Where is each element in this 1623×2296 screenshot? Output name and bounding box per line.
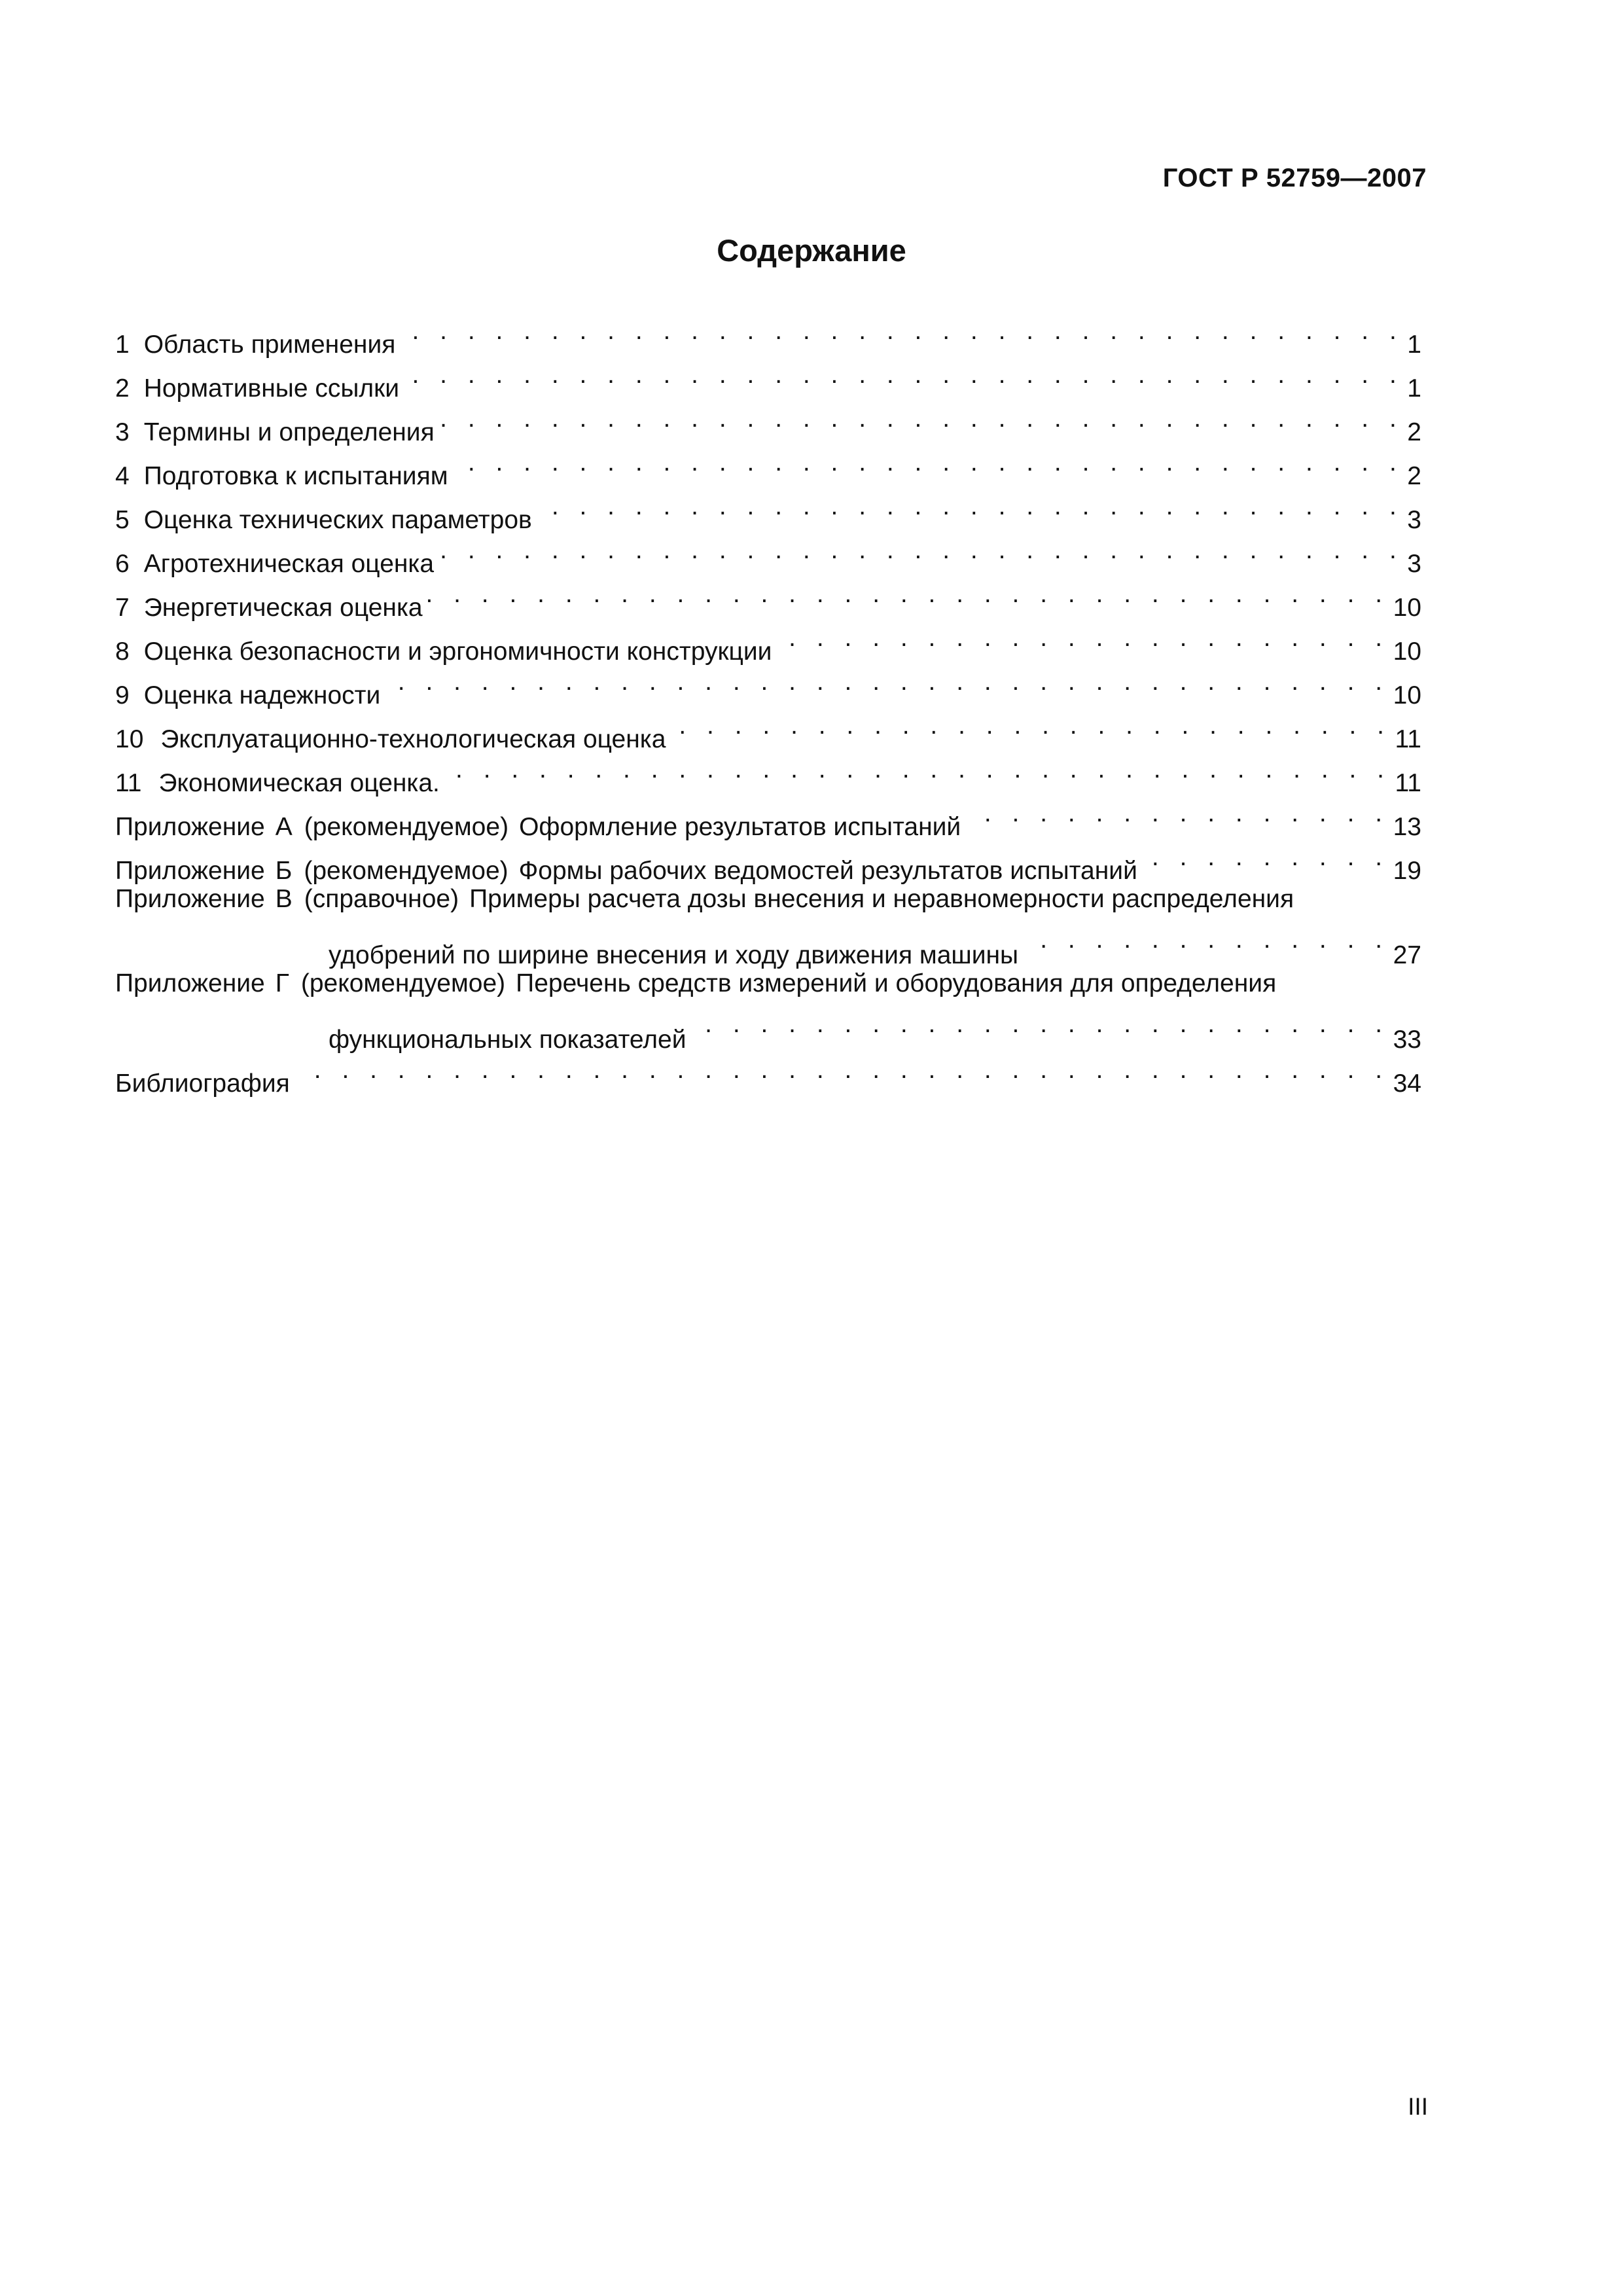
page-number: III (1408, 2093, 1428, 2120)
appendix-title-line1: Перечень средств измерений и оборудования для определения (516, 969, 1277, 997)
toc-entry-page: 3 (1407, 550, 1421, 578)
dot-leader (669, 704, 1391, 747)
dot-leader (965, 791, 1389, 835)
toc-entry-page: 10 (1393, 594, 1421, 622)
toc-entry-label: Область применения (143, 331, 396, 359)
toc-entry-number: 4 (115, 462, 130, 490)
appendix-title-line1: Примеры расчета дозы внесения и неравномерности распределения (469, 885, 1294, 913)
toc-title: Содержание (717, 233, 906, 268)
bibliography-label: Библиография (115, 1069, 290, 1098)
toc-entry-label: Подготовка к испытаниям (143, 462, 448, 490)
toc-entry-page: 33 (1393, 1026, 1421, 1054)
toc-entry-page: 3 (1407, 506, 1421, 534)
toc-entry-page: 2 (1407, 418, 1421, 446)
toc-entry-number: 5 (115, 506, 130, 534)
toc-entry-label: Нормативные ссылки (143, 374, 399, 403)
appendix-prefix: Приложение (115, 857, 265, 885)
dot-leader (1022, 920, 1389, 963)
appendix-prefix: Приложение (115, 969, 265, 997)
toc-entry-page: 10 (1393, 637, 1421, 666)
appendix-kind: (справочное) (304, 885, 459, 913)
dot-leader (384, 660, 1389, 704)
dot-leader (438, 528, 1403, 572)
toc-entry-label: Оценка надежности (143, 681, 381, 709)
toc-entry-number: 8 (115, 637, 130, 666)
appendix-letter: Г (275, 969, 289, 997)
toc-entry-number: 11 (115, 769, 142, 797)
appendix-title: Оформление результатов испытаний (519, 813, 961, 841)
dot-leader (403, 353, 1403, 397)
dot-leader (438, 397, 1404, 440)
toc-entry-page: 1 (1407, 331, 1421, 359)
toc-bibliography-entry[interactable] (115, 1048, 1421, 1098)
toc-appendix-entry[interactable] (115, 963, 1421, 1054)
appendix-title-line2: удобрений по ширине внесения и ходу движения машины (329, 941, 1019, 969)
toc-appendix-entry[interactable] (115, 879, 1421, 969)
toc-entry-label: Оценка технических параметров (143, 506, 532, 534)
dot-leader (1141, 835, 1389, 879)
appendix-prefix: Приложение (115, 885, 265, 913)
appendix-letter: А (275, 813, 293, 841)
toc-entry-page: 13 (1393, 813, 1421, 841)
dot-leader (452, 440, 1404, 484)
toc-entry-number: 6 (115, 550, 130, 578)
dot-leader (690, 1004, 1389, 1048)
toc-entry-page: 11 (1395, 725, 1421, 753)
dot-leader (536, 484, 1404, 528)
dot-leader (399, 309, 1403, 353)
toc-entry-label: Агротехническая оценка (143, 550, 435, 578)
toc-entry-number: 2 (115, 374, 130, 403)
toc-entry-page: 10 (1393, 681, 1421, 709)
dot-leader (427, 572, 1389, 616)
appendix-prefix: Приложение (115, 813, 265, 841)
appendix-title: Формы рабочих ведомостей результатов испытаний (518, 857, 1137, 885)
toc-entry-page: 27 (1393, 941, 1421, 969)
toc-entry-label: Термины и определения (143, 418, 435, 446)
toc-entry-number: 9 (115, 681, 130, 709)
toc-entry-number: 1 (115, 331, 130, 359)
toc-entry-page: 2 (1407, 462, 1421, 490)
toc-entry-label: Экономическая оценка. (158, 769, 440, 797)
appendix-kind: (рекомендуемое) (300, 969, 506, 997)
document-code: ГОСТ Р 52759—2007 (1162, 164, 1427, 192)
toc-entry-label: Эксплуатационно-технологическая оценка (160, 725, 666, 753)
appendix-kind: (рекомендуемое) (304, 813, 509, 841)
toc-entry-label: Оценка безопасности и эргономичности конструкции (143, 637, 772, 666)
toc-entry-number: 10 (115, 725, 144, 753)
toc-entry-page: 1 (1407, 374, 1421, 403)
appendix-title-line2: функциональных показателей (329, 1026, 687, 1054)
appendix-kind: (рекомендуемое) (304, 857, 508, 885)
dot-leader (444, 747, 1391, 791)
toc-entry-page: 34 (1393, 1069, 1421, 1098)
dot-leader (776, 616, 1389, 660)
appendix-letter: Б (275, 857, 293, 885)
toc-entry-page: 11 (1395, 769, 1421, 797)
toc-entry-number: 7 (115, 594, 130, 622)
toc-entry-number: 3 (115, 418, 130, 446)
table-of-contents (115, 309, 1421, 1098)
toc-entry-label: Энергетическая оценка (143, 594, 423, 622)
dot-leader (294, 1048, 1389, 1092)
toc-entry-page: 19 (1393, 857, 1421, 885)
appendix-letter: В (275, 885, 293, 913)
toc-entry[interactable] (115, 309, 1421, 359)
